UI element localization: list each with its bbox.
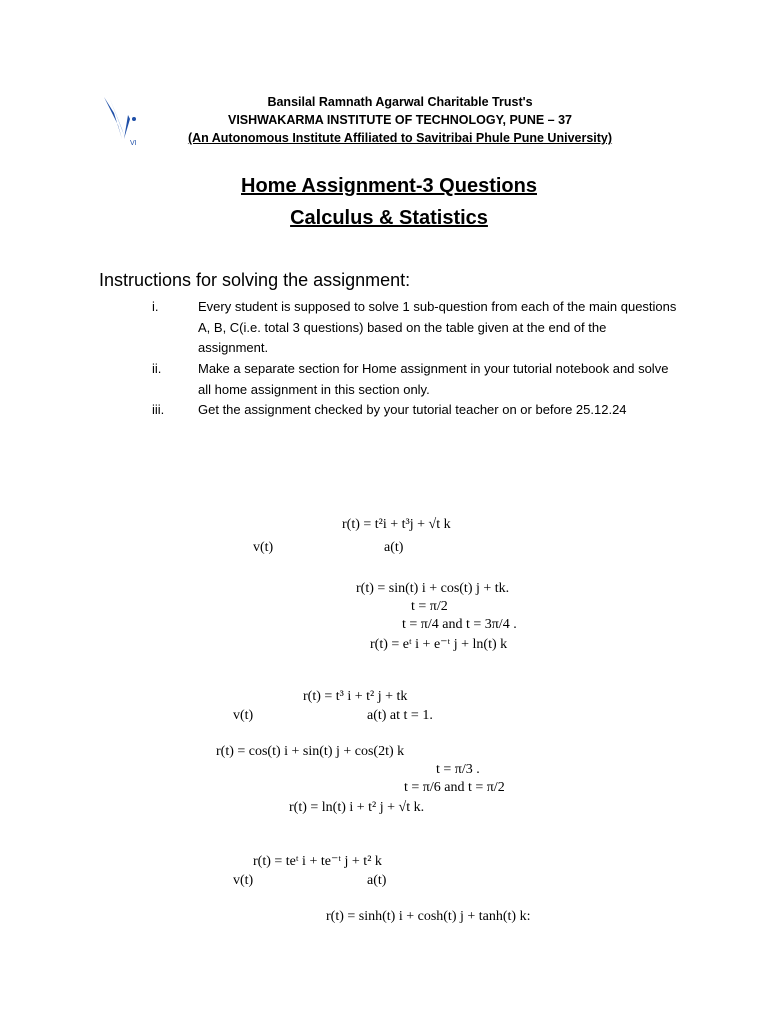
subject-title: Calculus & Statistics: [290, 207, 488, 229]
math-expression: r(t) = eᵗ i + e⁻ᵗ j + ln(t) k: [370, 637, 508, 652]
math-expression: a(t): [367, 873, 387, 888]
math-expression: r(t) = ln(t) i + t² j + √t k.: [289, 800, 425, 815]
math-expression: r(t) = t²i + t³j + √t k: [342, 517, 451, 532]
instruction-num: ii.: [152, 361, 162, 376]
instruction-num: i.: [152, 299, 159, 314]
math-expression: r(t) = t³ i + t² j + tk: [303, 689, 408, 704]
instruction-text: Every student is supposed to solve 1 sub-question from each of the main questions A, B, C(i.e. total 3 questions) based on the table given at the end of the assignment.: [198, 299, 677, 355]
instruction-num: iii.: [152, 402, 165, 417]
instruction-text: Get the assignment checked by your tutorial teacher on or before 25.12.24: [198, 402, 627, 417]
assignment-title: Home Assignment-3 Questions: [241, 175, 537, 197]
math-expression: t = π/2: [411, 599, 448, 614]
math-expression: a(t) at t = 1.: [367, 708, 433, 723]
math-expression: t = π/6 and t = π/2: [404, 780, 505, 795]
math-expression: r(t) = sin(t) i + cos(t) j + tk.: [356, 581, 510, 596]
math-expression: r(t) = cos(t) i + sin(t) j + cos(2t) k: [216, 744, 405, 759]
math-expression: v(t): [233, 708, 254, 723]
math-expression: a(t): [384, 540, 404, 555]
math-expression: r(t) = teᵗ i + te⁻ᵗ j + t² k: [253, 854, 382, 869]
math-expression: v(t): [233, 873, 254, 888]
instructions-heading: Instructions for solving the assignment:: [99, 270, 411, 290]
math-expression: t = π/4 and t = 3π/4 .: [402, 617, 517, 632]
logo-text: VI: [130, 140, 137, 147]
instruction-text: Make a separate section for Home assignment in your tutorial notebook and solve all home assignment in this section only.: [198, 361, 669, 397]
institute-name: VISHWAKARMA INSTITUTE OF TECHNOLOGY, PUNE – 37: [227, 113, 572, 127]
math-expression: t = π/3 .: [436, 762, 480, 777]
affiliation: (An Autonomous Institute Affiliated to Savitribai Phule Pune University): [187, 131, 613, 145]
math-expression: v(t): [253, 540, 274, 555]
math-expression: r(t) = sinh(t) i + cosh(t) j + tanh(t) k:: [326, 909, 531, 924]
trust-name: Bansilal Ramnath Agarwal Charitable Trust's: [267, 95, 533, 109]
